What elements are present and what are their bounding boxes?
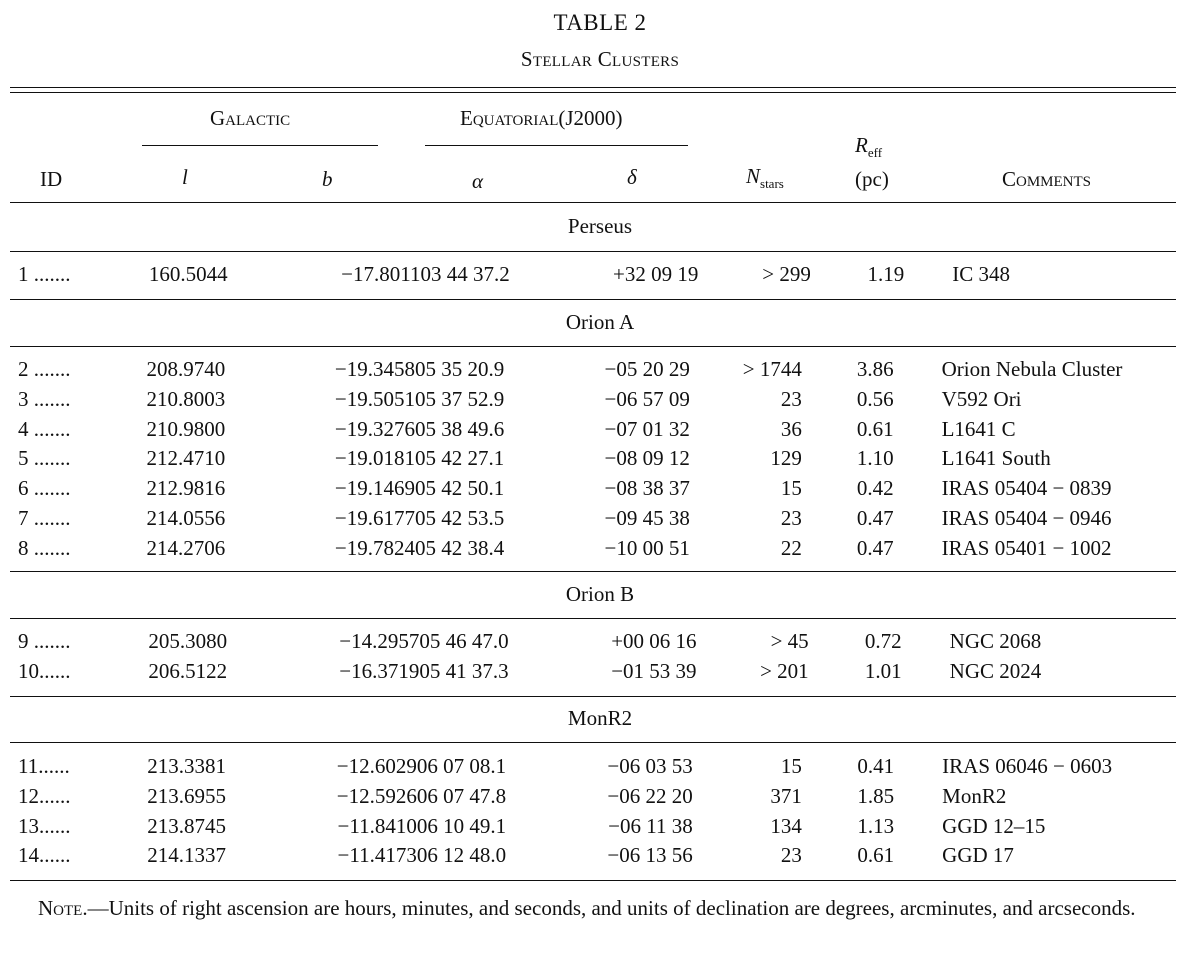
table-row [0, 260, 1200, 290]
header-nstars-subscript: stars [760, 176, 784, 191]
table-row [0, 504, 1200, 534]
section-title-perseus: Perseus [567, 214, 633, 238]
table-row [0, 782, 1200, 812]
section-rule-orion-b [10, 618, 1176, 619]
cell-comment: NGC 2068 [949, 629, 1042, 653]
cell-reff: 1.85 [857, 783, 895, 808]
cell-ra: 05 35 20.9 [415, 357, 505, 381]
cell-id: 6 ....... [18, 476, 71, 501]
cell-id: 11...... [18, 754, 70, 778]
cell-id: 14...... [18, 843, 71, 868]
equatorial-group-line [425, 145, 688, 146]
section-table-orion-b [0, 627, 1200, 687]
cell-ra: 06 10 49.1 [416, 813, 507, 838]
cell-nstars: 23 [780, 386, 802, 411]
cell-l: 212.9816 [146, 476, 226, 501]
table-row [0, 415, 1200, 445]
header-reff-symbol: R [855, 133, 868, 157]
cell-l: 210.9800 [146, 416, 226, 441]
table-row [0, 657, 1200, 687]
cell-nstars: 15 [780, 754, 802, 778]
cell-ra: 06 12 48.0 [416, 843, 507, 868]
cell-b: −12.6029 [336, 754, 417, 778]
cell-b: −11.4173 [337, 843, 417, 868]
cell-id: 7 ....... [18, 505, 71, 530]
cell-id: 9 ....... [18, 629, 71, 653]
cell-b: −12.5926 [336, 783, 417, 808]
table-row [0, 812, 1200, 842]
header-reff-unit: (pc) [855, 167, 889, 191]
cell-reff: 0.61 [856, 416, 894, 441]
cell-id: 2 ....... [18, 357, 71, 381]
header-l: l [182, 165, 188, 189]
cell-ra: 05 42 27.1 [415, 446, 505, 471]
note-text: —Units of right ascension are hours, minutes, and seconds, and units of declination are degrees, arcminutes, and arcseconds. [87, 896, 1136, 920]
cell-dec: −06 03 53 [607, 754, 693, 778]
cell-id: 3 ....... [18, 386, 71, 411]
cell-b: −19.6177 [334, 505, 415, 530]
header-group-galactic: Galactic [210, 106, 291, 130]
header-reff-subscript: eff [867, 145, 883, 160]
cell-nstars: 36 [780, 416, 802, 441]
cell-id: 13...... [18, 813, 71, 838]
cell-nstars: 129 [770, 446, 802, 471]
header-group-equatorial: Equatorial(J2000) [460, 106, 623, 130]
cell-dec: −06 57 09 [604, 386, 690, 411]
table-row [0, 534, 1200, 564]
table-row [0, 752, 1200, 782]
cell-reff: 0.47 [856, 535, 894, 560]
cell-comment: NGC 2024 [949, 658, 1042, 683]
cell-dec: −10 00 51 [604, 535, 690, 560]
cell-b: −19.0181 [334, 446, 415, 471]
cell-ra: 05 37 52.9 [415, 386, 505, 411]
cell-b: −11.8410 [337, 813, 417, 838]
header-b: b [322, 167, 333, 191]
cell-nstars: > 1744 [742, 357, 802, 381]
header-alpha: α [472, 169, 484, 193]
cell-reff: 0.47 [856, 505, 894, 530]
cell-b: −16.3719 [339, 658, 420, 683]
cell-comment: Orion Nebula Cluster [941, 357, 1123, 381]
cell-ra: 05 42 50.1 [415, 476, 505, 501]
table-row [0, 444, 1200, 474]
cell-id: 8 ....... [18, 535, 71, 560]
cell-l: 214.0556 [146, 505, 226, 530]
cell-ra: 05 42 38.4 [415, 535, 505, 560]
table-subtitle: Stellar Clusters [520, 47, 680, 71]
cell-l: 214.1337 [147, 843, 227, 868]
cell-reff: 0.56 [856, 386, 894, 411]
section-title-monr2: MonR2 [567, 706, 633, 730]
cell-l: 213.6955 [147, 783, 227, 808]
cell-comment: L1641 South [941, 446, 1051, 471]
cell-reff: 0.42 [856, 476, 894, 501]
table-row [0, 627, 1200, 657]
section-title-orion-b: Orion B [565, 582, 635, 606]
cell-reff: 1.01 [864, 658, 902, 683]
cell-comment: GGD 12–15 [942, 813, 1046, 838]
cell-reff: 0.61 [857, 843, 895, 868]
cell-l: 205.3080 [148, 629, 228, 653]
cell-comment: V592 Ori [941, 386, 1022, 411]
cell-dec: −06 11 38 [608, 813, 693, 838]
cell-nstars: 23 [780, 843, 802, 868]
cell-nstars: > 45 [770, 629, 809, 653]
cell-dec: −06 22 20 [607, 783, 693, 808]
cell-dec: +32 09 19 [613, 262, 699, 286]
top-rule-1 [10, 87, 1176, 88]
cell-dec: −06 13 56 [607, 843, 693, 868]
header-bottom-rule [10, 202, 1176, 203]
cell-l: 213.3381 [147, 754, 227, 778]
section-end-rule-orion-b [10, 696, 1176, 697]
header-nstars-symbol: N [746, 164, 761, 188]
cell-id: 5 ....... [18, 446, 71, 471]
table-row [0, 474, 1200, 504]
section-end-rule-orion-a [10, 571, 1176, 572]
cell-id: 12...... [18, 783, 71, 808]
cell-comment: IRAS 05404 − 0839 [941, 476, 1112, 501]
cell-id: 10...... [18, 658, 71, 683]
cell-dec: −01 53 39 [611, 658, 697, 683]
cell-nstars: 22 [780, 535, 802, 560]
cell-dec: −08 09 12 [604, 446, 690, 471]
table-row [0, 355, 1200, 385]
cell-comment: GGD 17 [942, 843, 1014, 868]
section-rule-orion-a [10, 346, 1176, 347]
cell-ra: 05 42 53.5 [415, 505, 505, 530]
note-lead: Note. [38, 896, 88, 920]
cell-l: 208.9740 [146, 357, 226, 381]
cell-reff: 3.86 [856, 357, 894, 381]
section-table-perseus [0, 260, 1200, 290]
cell-ra: 06 07 08.1 [416, 754, 507, 778]
section-table-monr2 [0, 752, 1200, 871]
section-rule-monr2 [10, 742, 1176, 743]
galactic-group-line [142, 145, 378, 146]
cell-id: 4 ....... [18, 416, 71, 441]
cell-nstars: > 201 [760, 658, 809, 683]
top-rule-2 [10, 92, 1176, 93]
cell-comment: IRAS 06046 − 0603 [942, 754, 1113, 778]
cell-b: −19.1469 [334, 476, 415, 501]
cell-l: 210.8003 [146, 386, 226, 411]
cell-ra: 06 07 47.8 [416, 783, 507, 808]
table-note [10, 894, 1180, 922]
cell-id: 1 ....... [18, 262, 71, 286]
cell-b: −14.2957 [339, 629, 420, 653]
cell-dec: −07 01 32 [604, 416, 690, 441]
table-title: TABLE 2 [553, 10, 647, 35]
cell-b: −19.3458 [334, 357, 415, 381]
cell-nstars: 15 [780, 476, 802, 501]
cell-reff: 1.19 [867, 262, 905, 286]
cell-l: 213.8745 [147, 813, 227, 838]
section-rule-perseus [10, 251, 1176, 252]
cell-comment: MonR2 [942, 783, 1007, 808]
cell-comment: IRAS 05401 − 1002 [941, 535, 1112, 560]
cell-l: 206.5122 [148, 658, 228, 683]
cell-dec: −08 38 37 [604, 476, 690, 501]
header-comments: Comments [1002, 167, 1092, 191]
header-reff [855, 133, 882, 161]
header-nstars [746, 164, 784, 192]
section-end-rule-perseus [10, 299, 1176, 300]
section-table-orion-a [0, 355, 1200, 564]
cell-nstars: > 299 [762, 262, 811, 286]
cell-nstars: 371 [770, 783, 802, 808]
section-title-orion-a: Orion A [565, 310, 635, 334]
cell-comment: L1641 C [941, 416, 1016, 441]
cell-reff: 0.41 [857, 754, 895, 778]
cell-l: 212.4710 [146, 446, 226, 471]
cell-reff: 1.13 [857, 813, 895, 838]
table-row [0, 385, 1200, 415]
table-row [0, 841, 1200, 871]
cell-ra: 05 46 47.0 [419, 629, 509, 653]
cell-dec: −05 20 29 [604, 357, 690, 381]
cell-ra: 05 41 37.3 [419, 658, 509, 683]
cell-b: −19.7824 [334, 535, 415, 560]
cell-reff: 0.72 [864, 629, 902, 653]
cell-l: 160.5044 [148, 262, 228, 286]
cell-comment: IC 348 [952, 262, 1010, 286]
header-delta: δ [627, 165, 637, 189]
cell-nstars: 23 [780, 505, 802, 530]
cell-reff: 1.10 [856, 446, 894, 471]
cell-dec: −09 45 38 [604, 505, 690, 530]
cell-b: −17.8011 [341, 262, 421, 286]
header-id: ID [40, 167, 63, 191]
cell-ra: 05 38 49.6 [415, 416, 505, 441]
cell-comment: IRAS 05404 − 0946 [941, 505, 1112, 530]
cell-l: 214.2706 [146, 535, 226, 560]
cell-nstars: 134 [770, 813, 802, 838]
table-bottom-rule [10, 880, 1176, 881]
cell-dec: +00 06 16 [611, 629, 697, 653]
cell-b: −19.3276 [334, 416, 415, 441]
cell-ra: 03 44 37.2 [420, 262, 510, 286]
cell-b: −19.5051 [334, 386, 415, 411]
